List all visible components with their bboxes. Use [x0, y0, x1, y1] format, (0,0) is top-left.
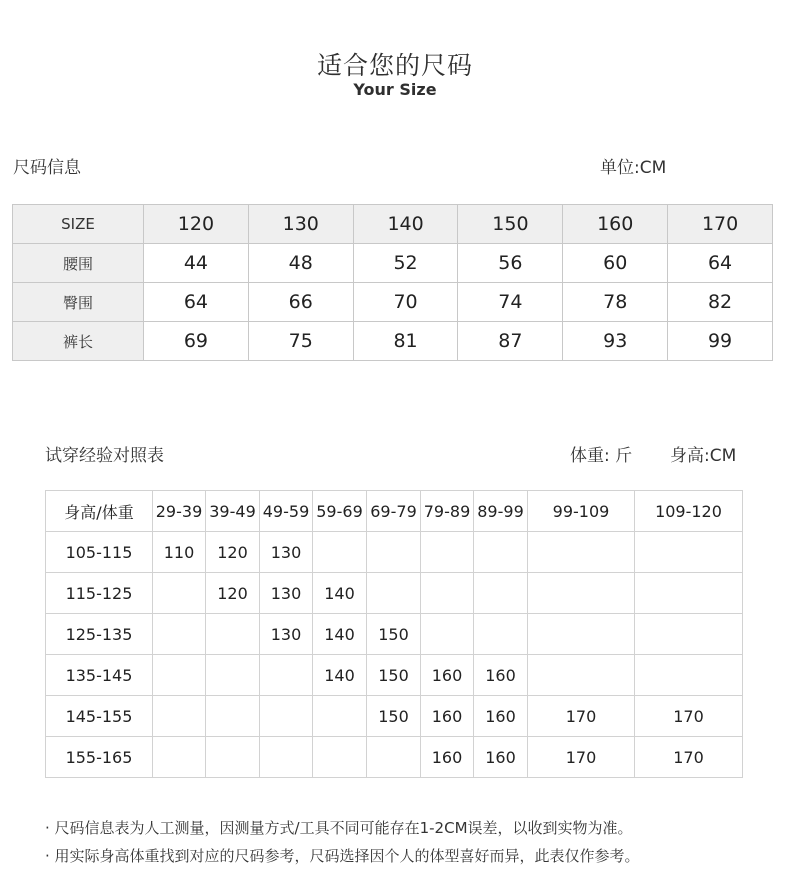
table-row	[46, 573, 743, 614]
size-header-cell: 130	[248, 205, 353, 244]
measure-cell: 60	[563, 244, 668, 283]
fit-cell	[474, 614, 528, 655]
fit-cell	[474, 532, 528, 573]
size-table	[12, 204, 773, 361]
weight-header-cell: 99-109	[528, 491, 635, 532]
weight-unit-label: 体重: 斤	[570, 446, 633, 466]
page-title: 适合您的尺码	[316, 51, 473, 80]
fit-cell: 130	[260, 573, 313, 614]
weight-header-cell: 109-120	[635, 491, 743, 532]
measure-cell: 82	[668, 283, 773, 322]
fit-cell: 170	[528, 696, 635, 737]
fit-cell: 150	[367, 614, 421, 655]
height-label: 145-155	[46, 696, 153, 737]
table-row	[46, 614, 743, 655]
fit-cell	[206, 655, 260, 696]
fit-header-row	[46, 491, 743, 532]
table-row	[13, 283, 773, 322]
fit-cell: 160	[421, 655, 474, 696]
measure-cell: 87	[458, 322, 563, 361]
height-label: 125-135	[46, 614, 153, 655]
measure-cell: 48	[248, 244, 353, 283]
table-row	[13, 244, 773, 283]
weight-header-cell: 89-99	[474, 491, 528, 532]
fit-cell: 110	[153, 532, 206, 573]
measure-cell: 75	[248, 322, 353, 361]
note-line: · 用实际身高体重找到对应的尺码参考，尺码选择因个人的体型喜好而异，此表仅作参考。	[45, 847, 640, 865]
height-label: 105-115	[46, 532, 153, 573]
fit-cell	[528, 614, 635, 655]
page-subtitle: Your Size	[353, 80, 437, 99]
notes	[45, 814, 640, 870]
measure-cell: 99	[668, 322, 773, 361]
fit-cell	[153, 614, 206, 655]
fit-cell: 130	[260, 532, 313, 573]
fit-cell: 160	[421, 737, 474, 778]
table-row	[46, 737, 743, 778]
weight-header-cell: 49-59	[260, 491, 313, 532]
fit-cell	[313, 532, 367, 573]
weight-header-cell: 59-69	[313, 491, 367, 532]
fit-cell	[635, 655, 743, 696]
fit-cell	[528, 532, 635, 573]
size-header-cell: 140	[353, 205, 458, 244]
fit-cell	[153, 655, 206, 696]
fit-cell: 170	[635, 696, 743, 737]
size-header-label: SIZE	[13, 205, 144, 244]
fit-cell: 120	[206, 532, 260, 573]
measure-cell: 44	[144, 244, 249, 283]
fit-cell	[313, 737, 367, 778]
fit-cell: 160	[474, 696, 528, 737]
measure-cell: 66	[248, 283, 353, 322]
fit-cell	[153, 573, 206, 614]
measure-label: 裤长	[13, 322, 144, 361]
size-header-cell: 120	[144, 205, 249, 244]
fit-cell	[528, 655, 635, 696]
fit-cell: 170	[528, 737, 635, 778]
height-label: 115-125	[46, 573, 153, 614]
height-unit-label: 身高:CM	[670, 446, 737, 466]
fit-cell	[260, 696, 313, 737]
size-header-cell: 160	[563, 205, 668, 244]
fit-cell: 160	[421, 696, 474, 737]
fit-cell	[313, 696, 367, 737]
fit-cell: 130	[260, 614, 313, 655]
fit-cell	[635, 614, 743, 655]
measure-cell: 81	[353, 322, 458, 361]
fit-cell	[421, 614, 474, 655]
measure-cell: 74	[458, 283, 563, 322]
measure-cell: 69	[144, 322, 249, 361]
measure-cell: 64	[668, 244, 773, 283]
fit-corner-cell: 身高/体重	[46, 491, 153, 532]
size-info-label: 尺码信息	[13, 158, 81, 178]
fit-cell	[421, 532, 474, 573]
measure-label: 臀围	[13, 283, 144, 322]
fit-cell: 150	[367, 696, 421, 737]
measure-cell: 70	[353, 283, 458, 322]
fit-table	[45, 490, 743, 778]
fit-cell: 140	[313, 614, 367, 655]
fit-cell	[260, 737, 313, 778]
weight-header-cell: 29-39	[153, 491, 206, 532]
fit-cell	[421, 573, 474, 614]
table-row	[46, 655, 743, 696]
weight-header-cell: 69-79	[367, 491, 421, 532]
size-unit-label: 单位:CM	[600, 158, 667, 178]
weight-header-cell: 79-89	[421, 491, 474, 532]
fit-cell: 160	[474, 655, 528, 696]
fit-chart-label: 试穿经验对照表	[45, 446, 164, 466]
fit-cell	[635, 573, 743, 614]
table-row	[13, 322, 773, 361]
height-label: 135-145	[46, 655, 153, 696]
fit-cell: 140	[313, 573, 367, 614]
measure-cell: 93	[563, 322, 668, 361]
measure-cell: 56	[458, 244, 563, 283]
fit-cell	[367, 737, 421, 778]
fit-cell: 150	[367, 655, 421, 696]
fit-cell	[206, 737, 260, 778]
fit-cell	[367, 573, 421, 614]
size-header-row	[13, 205, 773, 244]
fit-cell	[206, 614, 260, 655]
weight-header-cell: 39-49	[206, 491, 260, 532]
fit-cell: 170	[635, 737, 743, 778]
height-label: 155-165	[46, 737, 153, 778]
fit-cell	[153, 737, 206, 778]
fit-cell: 140	[313, 655, 367, 696]
size-header-cell: 170	[668, 205, 773, 244]
fit-cell	[206, 696, 260, 737]
measure-cell: 64	[144, 283, 249, 322]
fit-cell	[153, 696, 206, 737]
fit-cell	[367, 532, 421, 573]
fit-cell: 160	[474, 737, 528, 778]
measure-cell: 78	[563, 283, 668, 322]
table-row	[46, 532, 743, 573]
size-header-cell: 150	[458, 205, 563, 244]
fit-cell	[528, 573, 635, 614]
fit-cell: 120	[206, 573, 260, 614]
measure-cell: 52	[353, 244, 458, 283]
note-line: · 尺码信息表为人工测量，因测量方式/工具不同可能存在1-2CM误差，以收到实物为准。	[45, 819, 633, 837]
fit-cell	[635, 532, 743, 573]
fit-cell	[260, 655, 313, 696]
fit-cell	[474, 573, 528, 614]
measure-label: 腰围	[13, 244, 144, 283]
table-row	[46, 696, 743, 737]
